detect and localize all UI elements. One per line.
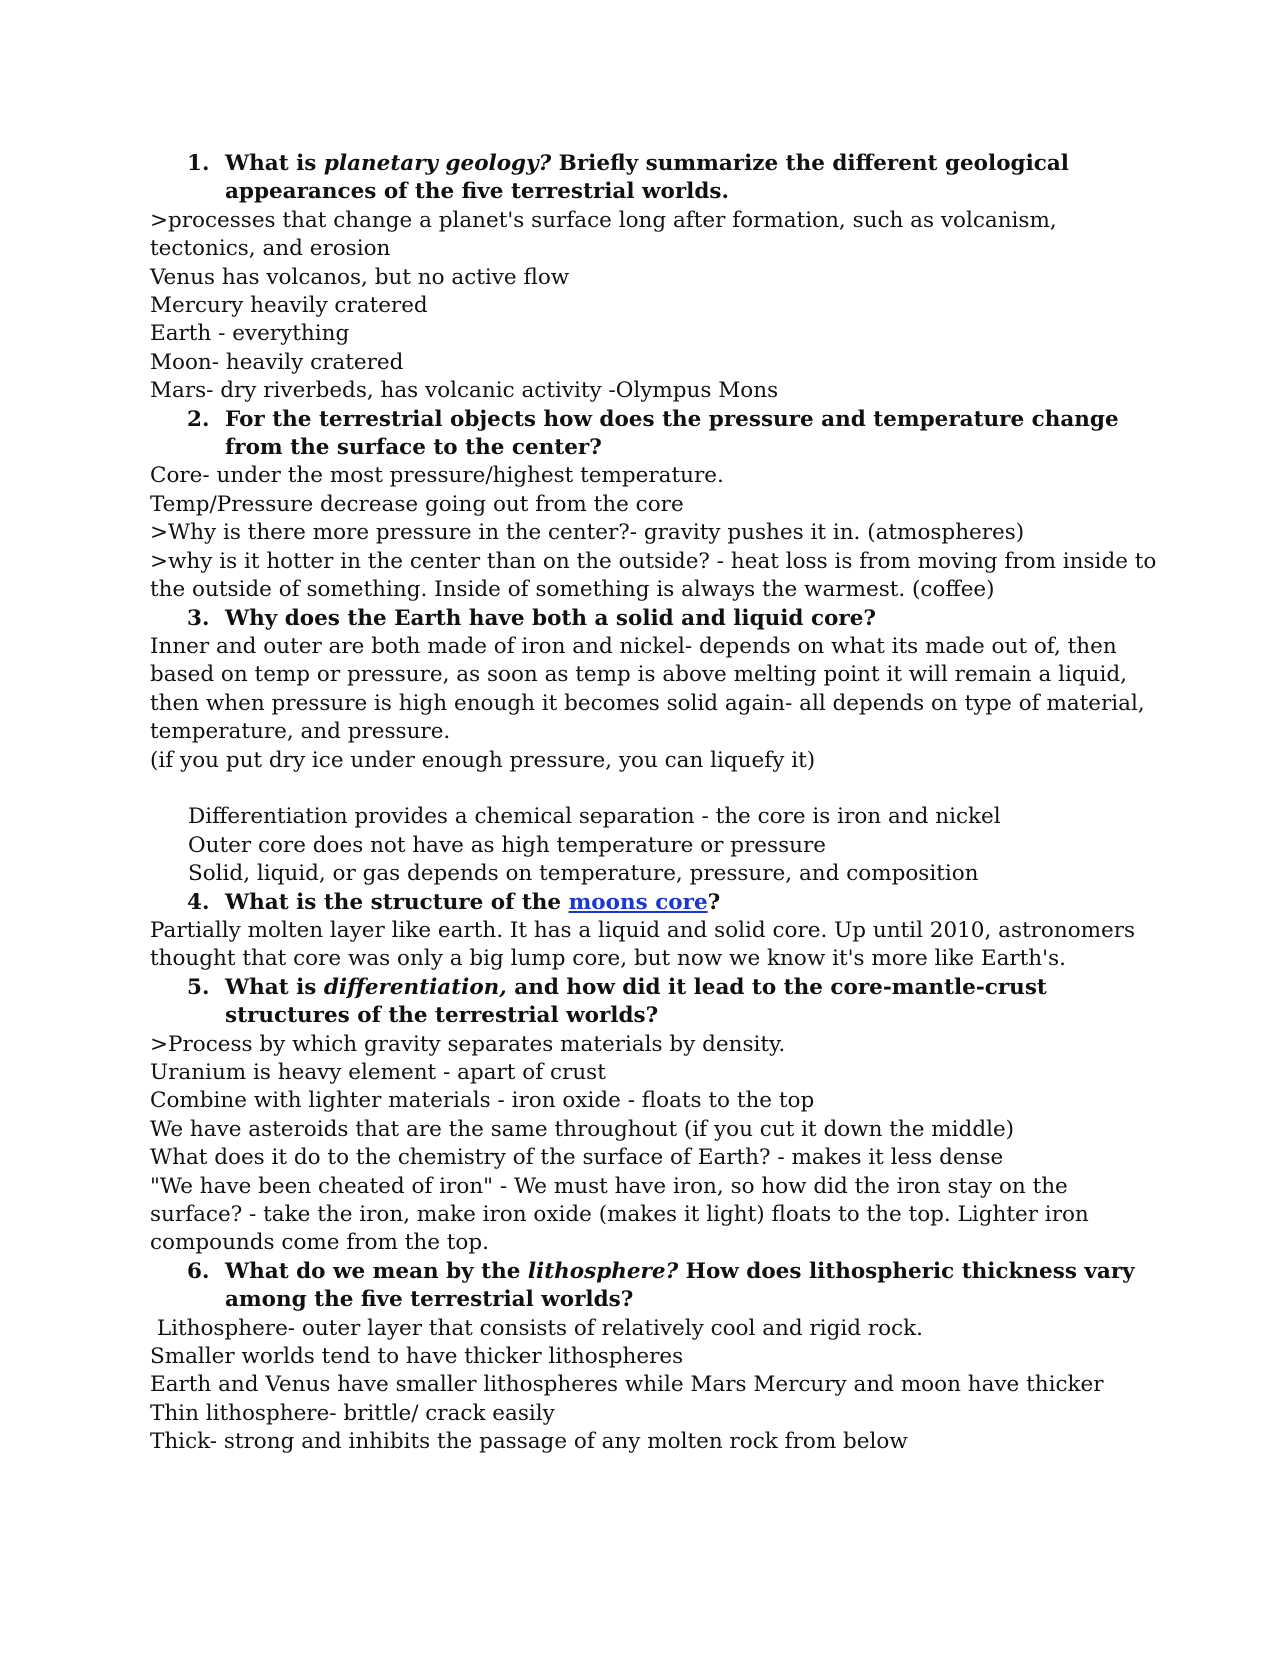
question-number: 1. [187,151,210,176]
question-number: 6. [187,1258,210,1284]
answer-line: Venus has volcanos, but no active flow [150,264,570,290]
key-term: planetary geology? [323,151,552,176]
answer-line: >Process by which gravity separates materials by density. [150,1031,786,1057]
indented-note: Outer core does not have as high temperature or pressure [188,832,826,858]
answer-line: Thick- strong and inhibits the passage of any molten rock from below [150,1429,908,1455]
blank-line [150,775,1160,803]
answer-line: Lithosphere- outer layer that consists of relatively cool and rigid rock. [150,1315,923,1341]
answer-line: Partially molten layer like earth. It has a liquid and solid core. Up until 2010, astronomers thought that core was only a big lump core, but now we know it's more like Earth's. [150,917,1136,972]
answer-line: Moon- heavily cratered [150,349,404,375]
answer-line: Earth and Venus have smaller lithospheres while Mars Mercury and moon have thicker [150,1372,1104,1398]
indented-note: Solid, liquid, or gas depends on temperature, pressure, and composition [188,861,979,887]
question-6: 6. What do we mean by the lithosphere? How does lithospheric thickness vary among the five terrestrial worlds? [187,1258,1135,1313]
question-number: 5. [187,974,210,1000]
answer-line: >Why is there more pressure in the center?- gravity pushes it in. (atmospheres) [150,520,1025,546]
key-term: differentiation, [323,974,507,1000]
answer-line: We have asteroids that are the same throughout (if you cut it down the middle) [150,1116,1015,1142]
question-number: 4. [187,889,210,915]
answer-line: >why is it hotter in the center than on the outside? - heat loss is from moving from inside to the outside of something. Inside of something is always the warmest. (coffee) [150,548,1157,603]
answer-line: Mars- dry riverbeds, has volcanic activity -Olympus Mons [150,378,779,404]
moons-core-link[interactable]: moons core [568,889,708,915]
indented-note: Differentiation provides a chemical separation - the core is iron and nickel [188,804,1001,830]
answer-line: Thin lithosphere- brittle/ crack easily [150,1400,555,1426]
question-1: 1. What is planetary geology? Briefly summarize the different geological appearances of the five terrestrial worlds. [187,151,1069,205]
answer-line: Inner and outer are both made of iron and nickel- depends on what its made out of, then based on temp or pressure, as soon as temp is above melting point it will remain a liquid, then when pressure is high enough it becomes solid again- all depends on type of material, temperature, and pressure. [150,633,1145,745]
question-4: 4. What is the structure of the moons core? [150,889,1160,917]
answer-line: Smaller worlds tend to have thicker lithospheres [150,1344,684,1370]
answer-line: Uranium is heavy element - apart of crust [150,1059,606,1085]
answer-line: Earth - everything [150,321,350,347]
question-2: 2. For the terrestrial objects how does the pressure and temperature change from the surface to the center? [187,406,1119,461]
question-number: 3. [187,605,210,631]
answer-line: >processes that change a planet's surface long after formation, such as volcanism, tectonics, and erosion [150,207,1057,262]
answer-line: Core- under the most pressure/highest temperature. [150,463,724,489]
question-3: 3. Why does the Earth have both a solid and liquid core? [150,605,1160,633]
answer-line: Mercury heavily cratered [150,293,428,319]
answer-line: Temp/Pressure decrease going out from the core [150,491,684,517]
answer-line: (if you put dry ice under enough pressure, you can liquefy it) [150,747,816,773]
question-5: 5. What is differentiation, and how did it lead to the core-mantle-crust structures of the terrestrial worlds? [187,974,1047,1029]
answer-line: What does it do to the chemistry of the surface of Earth? - makes it less dense [150,1145,1004,1171]
question-number: 2. [187,406,210,432]
answer-line: "We have been cheated of iron" - We must have iron, so how did the iron stay on the surface? - take the iron, make iron oxide (makes it light) floats to the top. Lighter iron compounds come from the top. [150,1173,1089,1256]
key-term: lithosphere? [527,1258,679,1284]
answer-line: Combine with lighter materials - iron oxide - floats to the top [150,1088,815,1114]
